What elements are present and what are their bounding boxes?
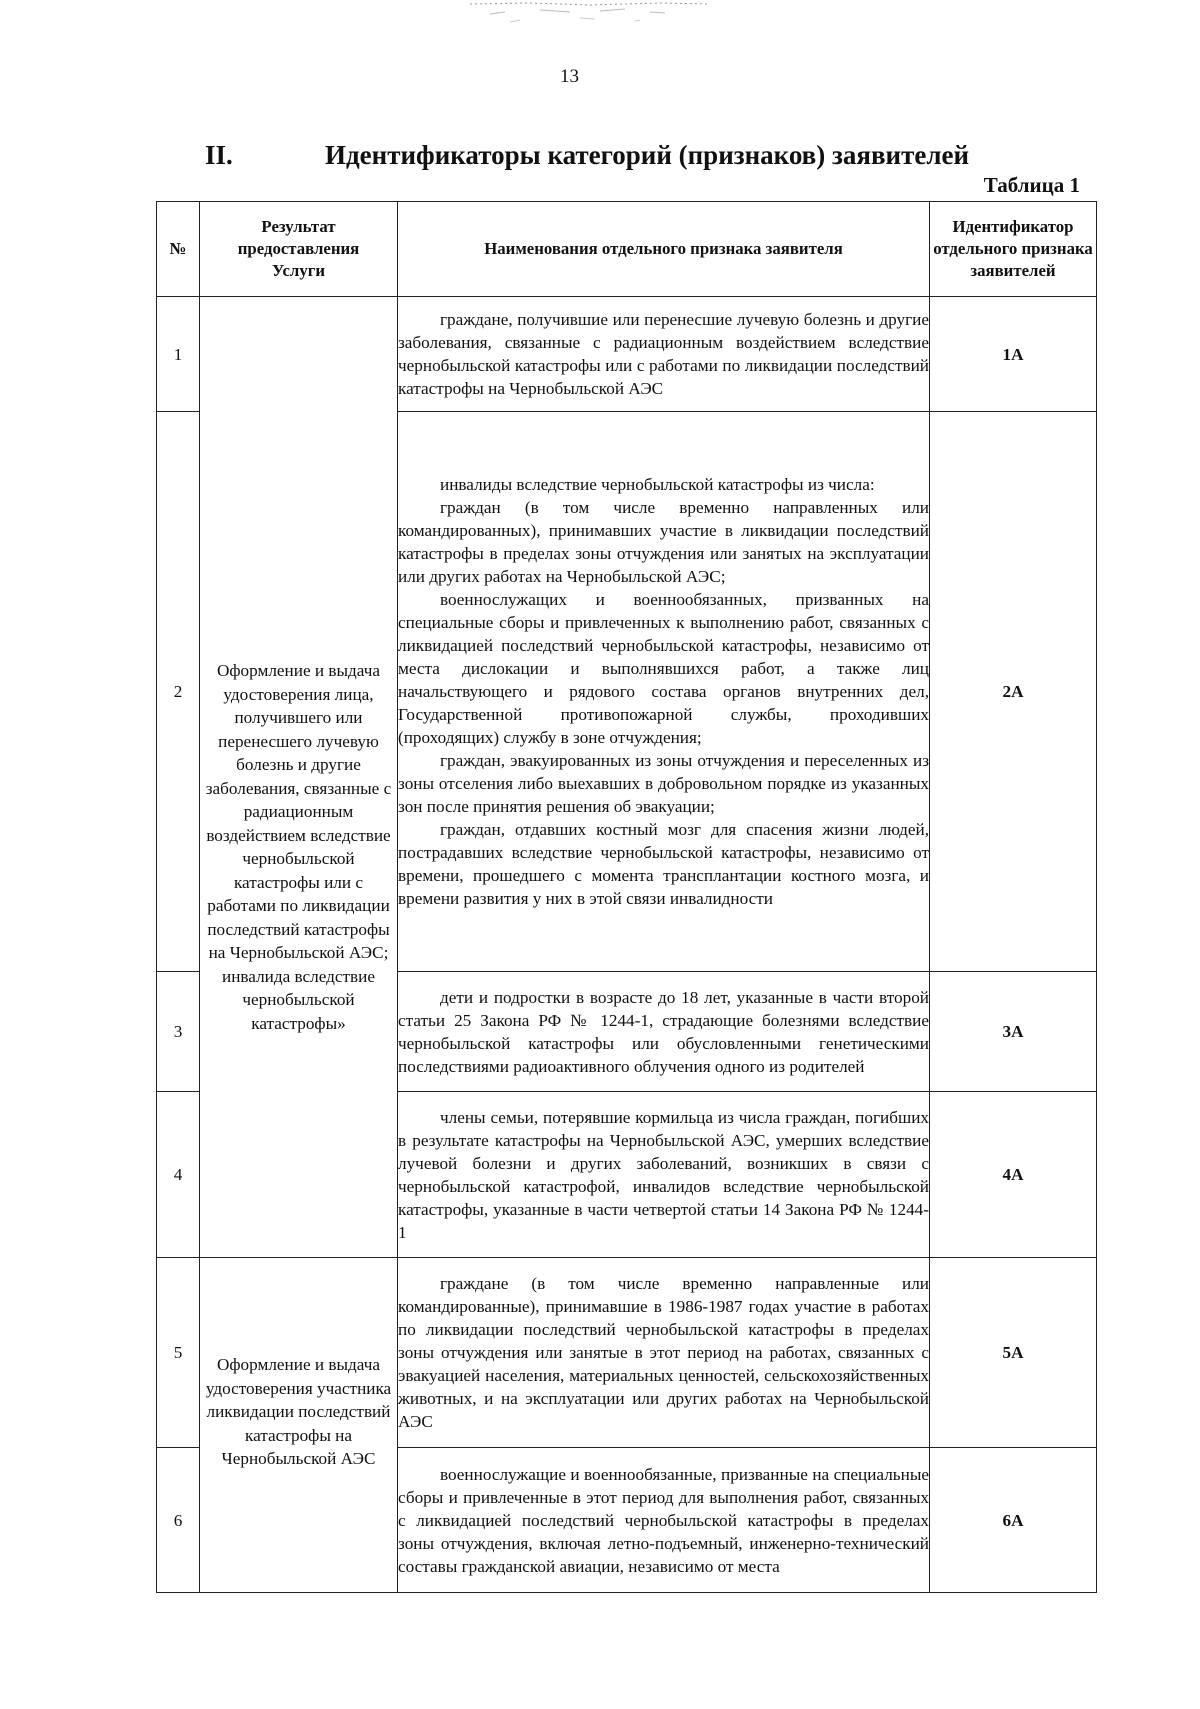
identifier-cell: 6А [930, 1448, 1097, 1593]
paragraph: граждан, эвакуированных из зоны отчуждения и переселенных из зоны отселения либо выехавших в добровольном порядке из указанных зон после принятия решения об эвакуации; [398, 751, 929, 816]
paragraph: инвалиды вследствие чернобыльской катастрофы из числа: [440, 475, 875, 494]
section-number: II. [205, 140, 233, 170]
table-caption: Таблица 1 [983, 173, 1080, 197]
section-heading [205, 140, 1035, 171]
identifier-cell: 2А [930, 412, 1097, 972]
row-number: 3 [157, 972, 200, 1092]
row-number: 6 [157, 1448, 200, 1593]
paragraph: граждане, получившие или перенесшие лучевую болезнь и другие заболевания, связанные с радиационным воздействием вследствие чернобыльской катастрофы или с работами по ликвидации последствий катастрофы на Чернобыльской АЭС [398, 310, 929, 398]
table-row [157, 297, 1097, 412]
result-cell: Оформление и выдача удостоверения лица, получившего или перенесшего лучевую болезнь и другие заболевания, связанные с радиационным воздействием вследствие чернобыльской катастрофы или с работами по ликвидации последствий катастрофы на Чернобыльской АЭС; инвалида вследствие чернобыльской катастрофы» [200, 297, 398, 1258]
applicant-categories-table [156, 201, 1097, 1593]
section-title: Идентификаторы категорий (признаков) заявителей [325, 140, 970, 170]
header-description: Наименования отдельного признака заявителя [398, 202, 930, 297]
paragraph: граждан (в том числе временно направленных или командированных), принимавших участие в ликвидации последствий катастрофы в пределах зоны отчуждения или занятых на эксплуатации или других работах на Чернобыльской АЭС; [398, 498, 929, 586]
description-cell [398, 972, 930, 1092]
row-number: 4 [157, 1092, 200, 1258]
description-cell [398, 297, 930, 412]
identifier-cell: 4А [930, 1092, 1097, 1258]
row-number: 2 [157, 412, 200, 972]
description-cell [398, 1258, 930, 1448]
paragraph: граждан, отдавших костный мозг для спасения жизни людей, пострадавших вследствие чернобыльской катастрофы, независимо от времени, прошедшего с момента трансплантации костного мозга, и времени развития у них в этой связи инвалидности [398, 820, 929, 908]
identifier-cell: 1А [930, 297, 1097, 412]
paragraph: члены семьи, потерявшие кормильца из числа граждан, погибших в результате катастрофы на Чернобыльской АЭС, умерших вследствие лучевой болезни и других заболеваний, возникших в связи с чернобыльской катастрофой, инвалидов вследствие чернобыльской катастрофы, указанные в части четвертой статьи 14 Закона РФ № 1244-1 [398, 1107, 929, 1242]
header-num: № [157, 202, 200, 297]
paragraph: дети и подростки в возрасте до 18 лет, указанные в части второй статьи 25 Закона РФ № 1244-1, страдающие болезнями вследствие чернобыльской катастрофы или обусловленными генетическими последствиями радиоактивного облучения одного из родителей [398, 987, 929, 1076]
header-identifier: Идентификатор отдельного признака заявителей [930, 202, 1097, 297]
scan-artifact [450, 0, 730, 30]
paragraph: военнослужащие и военнообязанные, призванные на специальные сборы и привлеченные в этот период для выполнения работ, связанных с ликвидацией последствий чернобыльской катастрофы в пределах зоны отчуждения, включая летно-подъемный, инженерно-технический составы гражданской авиации, независимо от места [398, 1464, 929, 1576]
row-number: 5 [157, 1258, 200, 1448]
paragraph: граждане (в том числе временно направленные или командированные), принимавшие в 1986-1987 годах участие в работах по ликвидации последствий чернобыльской катастрофы в пределах зоны отчуждения или занятые в этот период на работах, связанных с эвакуацией населения, материальных ценностей, сельскохозяйственных животных, и на эксплуатации или других работах на Чернобыльской АЭС [398, 1274, 929, 1431]
page-number: 13 [560, 66, 579, 87]
row-number: 1 [157, 297, 200, 412]
result-cell: Оформление и выдача удостоверения участника ликвидации последствий катастрофы на Чернобыльской АЭС [200, 1258, 398, 1593]
table-header-row [157, 202, 1097, 297]
identifier-cell: 5А [930, 1258, 1097, 1448]
header-result: Результат предоставления Услуги [200, 202, 398, 297]
table-row [157, 1258, 1097, 1448]
paragraph: военнослужащих и военнообязанных, призванных на специальные сборы и привлеченных к выполнению работ, связанных с ликвидацией последствий чернобыльской катастрофы, независимо от места дислокации и выполнявшихся работ, а также лиц начальствующего и рядового состава органов внутренних дел, Государственной противопожарной службы, проходивших (проходящих) службу в зоне отчуждения; [398, 590, 929, 747]
description-cell [398, 1092, 930, 1258]
description-cell [398, 1448, 930, 1593]
description-cell [398, 412, 930, 972]
identifier-cell: 3А [930, 972, 1097, 1092]
